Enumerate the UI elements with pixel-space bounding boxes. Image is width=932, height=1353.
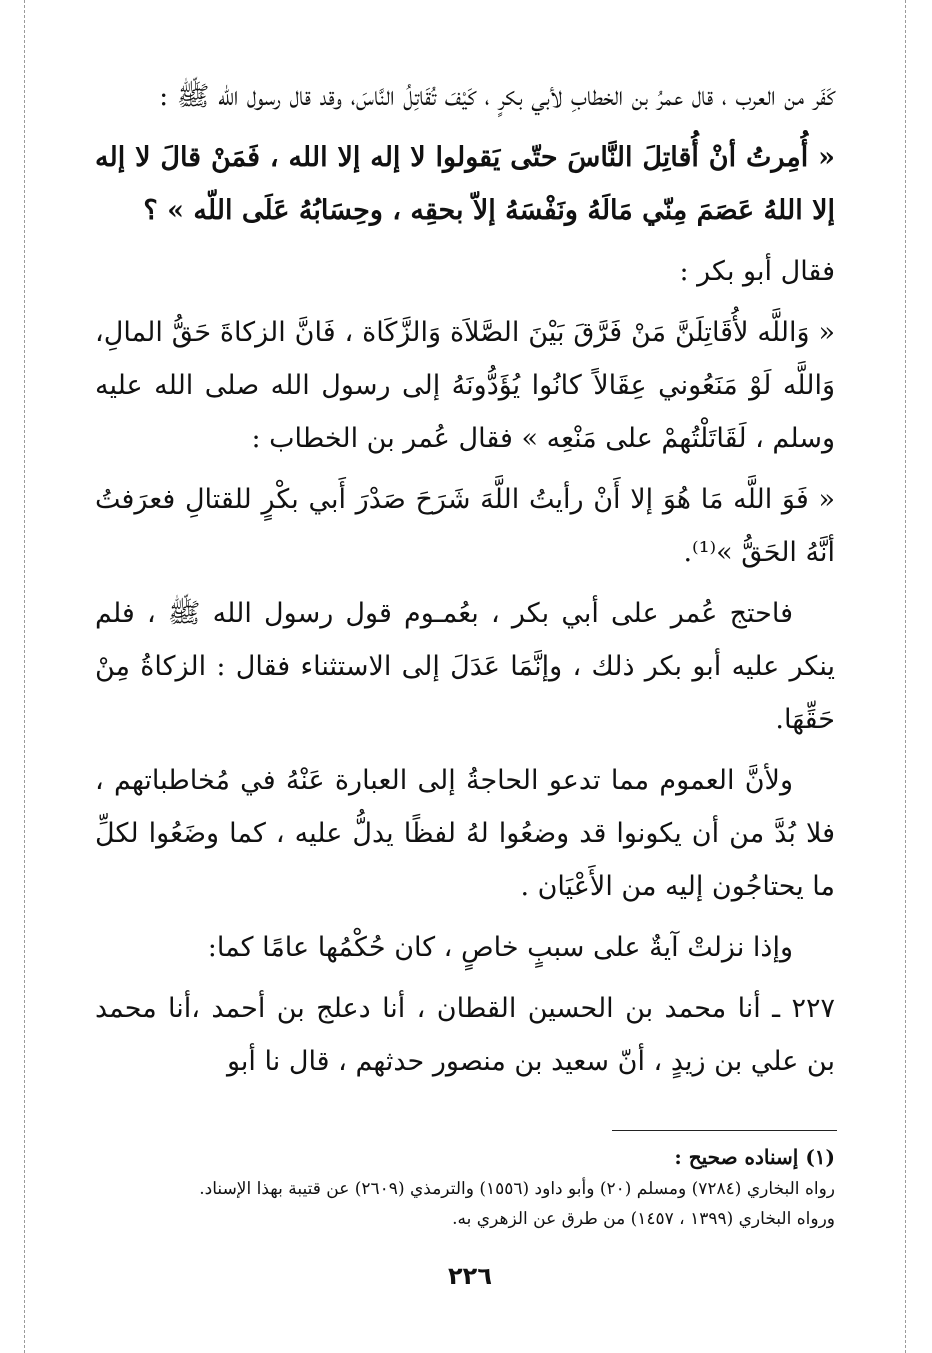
footnotes <box>130 1140 835 1234</box>
quote-abu-bakr: « وَاللَّه لأُقَاتِلَنَّ مَنْ فَرَّقَ بَيْنَ الصَّلاَة وَالزَّكَاة ، فَانَّ الزكاةَ حَقُّ المالِ، وَاللَّه لَوْ مَنَعُوني عِقَالاً كانُوا يُؤَدُّونَهُ إلى رسول الله صلى الله عليه وسلم ، لَقَاتَلْتُهمْ على مَنْعِه » فقال عُمر بن الخطاب : <box>95 317 835 454</box>
page-body <box>95 70 835 1096</box>
scan-edge-left <box>24 0 25 1353</box>
paragraph-argument: فاحتج عُمر على أبي بكر ، بعُمـوم قول رسول الله ﷺ ، فلم ينكر عليه أبو بكر ذلك ، وإنَّمَا عَدَلَ إلى الاستثناء فقال : الزكاةُ مِنْ حَقِّهَا. <box>95 598 835 735</box>
footnote-line-1: رواه البخاري (٧٢٨٤) ومسلم (٢٠) وأبو داود (١٥٥٦) والترمذي (٢٦٠٩) عن قتيبة بهذا الإسناد. <box>199 1179 835 1199</box>
footnote-divider <box>612 1130 837 1131</box>
page-number: ٢٢٦ <box>448 1262 492 1290</box>
paragraph-specific-cause: وإذا نزلتْ آيةٌ على سببٍ خاصٍ ، كان حُكْمُها عامًا كما: <box>207 932 793 963</box>
paragraph-abu-bakr-said: فقال أبو بكر : <box>679 256 835 287</box>
paragraph-narration-227: ٢٢٧ ـ أنا محمد بن الحسين القطان ، أنا دعلج بن أحمد ،أنا محمد بن علي بن زيدٍ ، أنّ سعيد بن منصور حدثهم ، قال نا أبو <box>95 993 835 1077</box>
paragraph-generality: ولأنَّ العموم مما تدعو الحاجةُ إلى العبارة عَنْهُ في مُخاطباتهم ، فلا بُدَّ من أن يكونوا قد وضعُوا لهُ لفظًا يدلُّ عليه ، كما وضَعُوا لكلِّ ما يحتاجُون إليه من الأَعْيَان . <box>95 765 835 902</box>
hadith-quote-first: « أُمِرتُ أنْ أُقاتِلَ النَّاسَ حتّى يَقولوا لا إله إلا الله ، فَمَنْ قالَ لا إله إلا اللهُ عَصَمَ مِنّي مَالَهُ ونَفْسَهُ إلاّ بحقِه ، وحِسَابُهُ عَلَى اللّه » ؟ <box>95 142 835 226</box>
quote-umar: « فَوَ اللَّه مَا هُوَ إلا أَنْ رأيتُ اللَّهَ شَرَحَ صَدْرَ أَبي بكْرٍ للقتالِ فعرَفتُ أنَّهُ الحَقُّ »⁽¹⁾. <box>95 484 835 568</box>
footnote-line-2: ورواه البخاري (١٣٩٩ ، ١٤٥٧) من طرق عن الزهري به. <box>452 1209 835 1229</box>
footnote-title: (١) إسناده صحيح : <box>674 1145 835 1169</box>
paragraph-opening: كَفَر من العرب ، قال عمرُ بن الخطابِ لأبي بكرٍ ، كَيْفَ تُقَاتِلُ النَّاسَ، وقد قال رسول الله ﷺ : <box>159 81 835 112</box>
scan-edge-right <box>905 0 906 1353</box>
